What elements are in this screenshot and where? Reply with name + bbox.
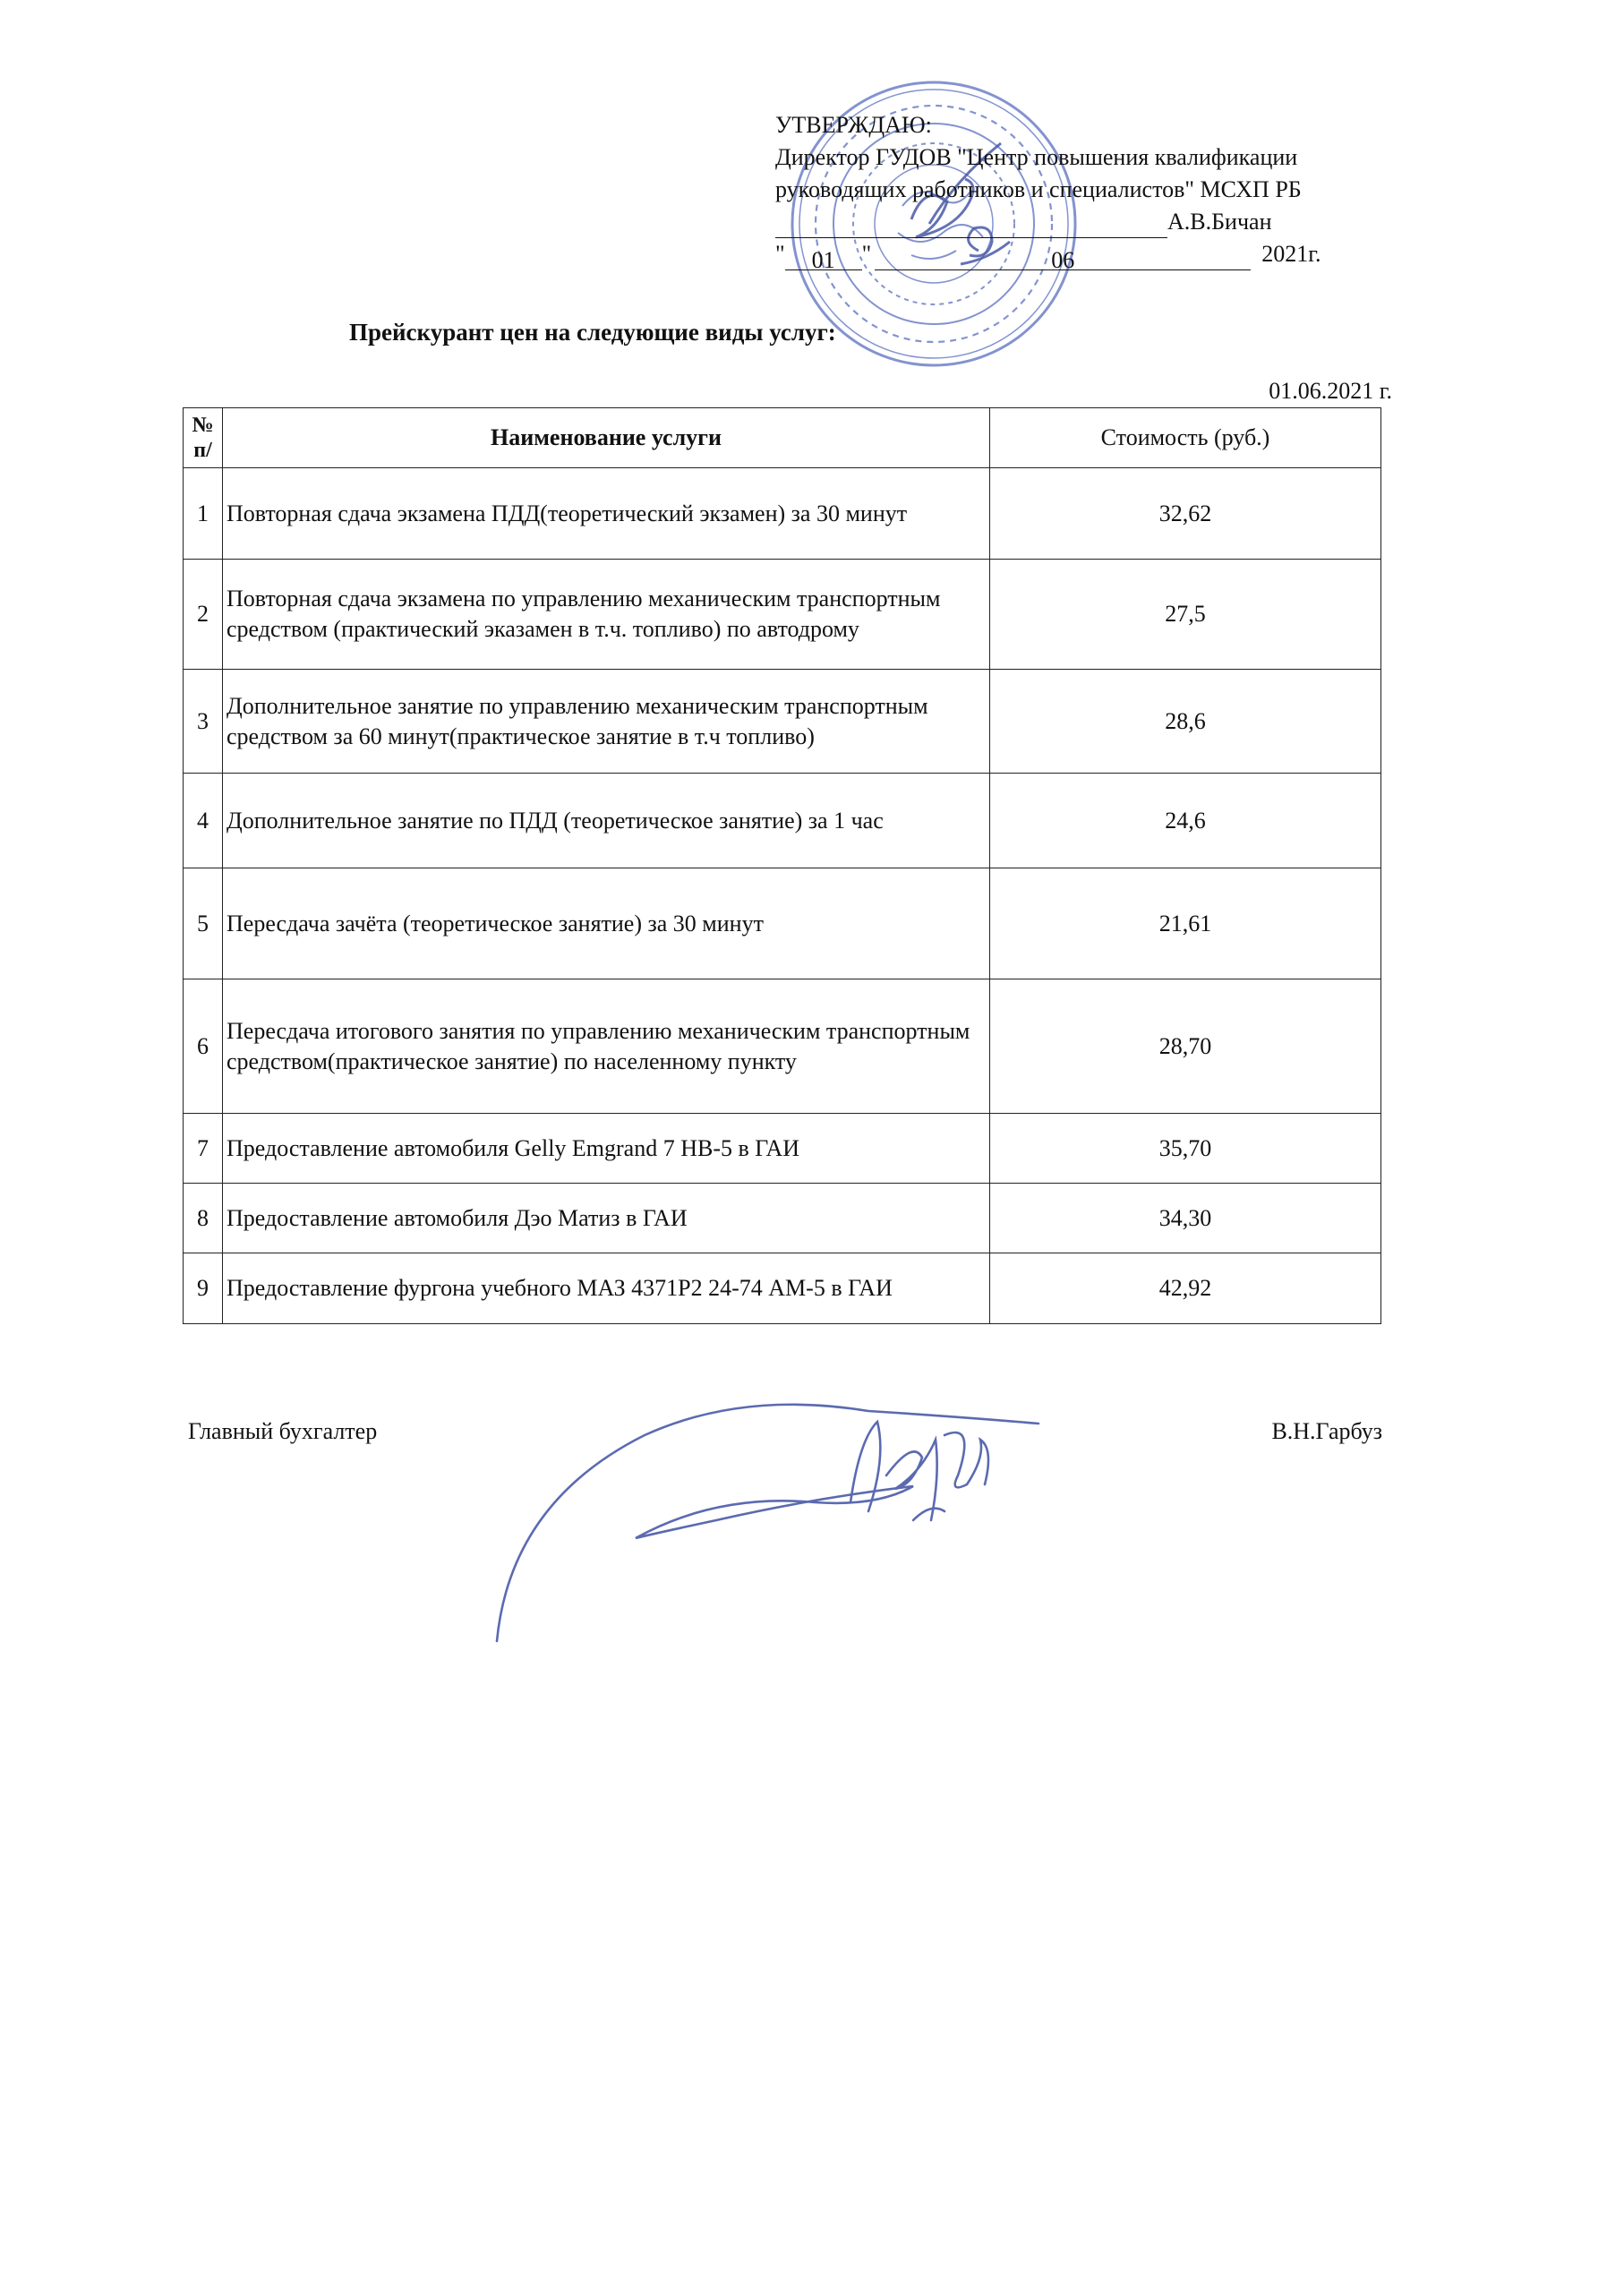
footer-position: Главный бухгалтер xyxy=(188,1418,378,1444)
row-price: 24,6 xyxy=(990,774,1381,868)
header-price: Стоимость (руб.) xyxy=(990,408,1381,468)
table-row xyxy=(184,468,1381,560)
row-service-name: Дополнительное занятие по ПДД (теоретическое занятие) за 1 час xyxy=(223,774,990,868)
row-number: 1 xyxy=(184,468,223,560)
table-row xyxy=(184,979,1381,1114)
row-number: 9 xyxy=(184,1253,223,1324)
table-row xyxy=(184,774,1381,868)
signature-rule xyxy=(775,212,1167,238)
row-number: 4 xyxy=(184,774,223,868)
approval-block xyxy=(775,109,1402,273)
table-row xyxy=(184,868,1381,979)
approval-position-line1: Директор ГУДОВ "Центр повышения квалификации xyxy=(775,144,1298,170)
row-service-name: Пересдача итогового занятия по управлению механическим транспортным средством(практическое занятие) по населенному пункту xyxy=(223,979,990,1114)
approval-date-line xyxy=(775,238,1402,273)
accountant-signature xyxy=(492,1386,1065,1646)
row-price: 27,5 xyxy=(990,560,1381,670)
row-price: 34,30 xyxy=(990,1184,1381,1253)
date-close-quote: " xyxy=(861,241,872,267)
row-number: 6 xyxy=(184,979,223,1114)
approval-signer: А.В.Бичан xyxy=(1167,209,1272,235)
approval-signature-line xyxy=(775,206,1402,238)
row-number: 8 xyxy=(184,1184,223,1253)
price-table-body xyxy=(184,468,1381,1324)
document-title: Прейскурант цен на следующие виды услуг: xyxy=(349,319,836,346)
row-service-name: Дополнительное занятие по управлению механическим транспортным средством за 60 минут(практическое занятие в т.ч топливо) xyxy=(223,670,990,774)
document-date: 01.06.2021 г. xyxy=(1269,378,1392,404)
row-service-name: Предоставление автомобиля Дэо Матиз в ГАИ xyxy=(223,1184,990,1253)
row-number: 3 xyxy=(184,670,223,774)
row-service-name: Пересдача зачёта (теоретическое занятие) за 30 минут xyxy=(223,868,990,979)
date-day: 01 xyxy=(785,244,862,270)
table-row xyxy=(184,1184,1381,1253)
price-table xyxy=(183,407,1381,1324)
header-number: № п/ xyxy=(184,408,223,468)
row-price: 32,62 xyxy=(990,468,1381,560)
row-service-name: Повторная сдача экзамена по управлению механическим транспортным средством (практический эказамен в т.ч. топливо) по автодрому xyxy=(223,560,990,670)
approval-heading: УТВЕРЖДАЮ: xyxy=(775,112,932,138)
footer-name: В.Н.Гарбуз xyxy=(1271,1418,1382,1444)
table-row xyxy=(184,1253,1381,1324)
table-header-row xyxy=(184,408,1381,468)
row-service-name: Предоставление автомобиля Gelly Emgrand 7 НВ-5 в ГАИ xyxy=(223,1114,990,1184)
row-number: 5 xyxy=(184,868,223,979)
approval-position-line2: руководящих работников и специалистов" МСХП РБ xyxy=(775,176,1302,202)
row-price: 35,70 xyxy=(990,1114,1381,1184)
row-number: 2 xyxy=(184,560,223,670)
date-month: 06 xyxy=(875,244,1251,270)
row-number: 7 xyxy=(184,1114,223,1184)
table-row xyxy=(184,670,1381,774)
header-service-name: Наименование услуги xyxy=(223,408,990,468)
row-price: 28,6 xyxy=(990,670,1381,774)
approval-year: 2021г. xyxy=(1261,241,1321,267)
table-row xyxy=(184,1114,1381,1184)
row-service-name: Повторная сдача экзамена ПДД(теоретический экзамен) за 30 минут xyxy=(223,468,990,560)
row-price: 42,92 xyxy=(990,1253,1381,1324)
row-service-name: Предоставление фургона учебного МАЗ 4371Р2 24-74 АМ-5 в ГАИ xyxy=(223,1253,990,1324)
row-price: 28,70 xyxy=(990,979,1381,1114)
table-row xyxy=(184,560,1381,670)
row-price: 21,61 xyxy=(990,868,1381,979)
date-open-quote: " xyxy=(775,241,785,267)
